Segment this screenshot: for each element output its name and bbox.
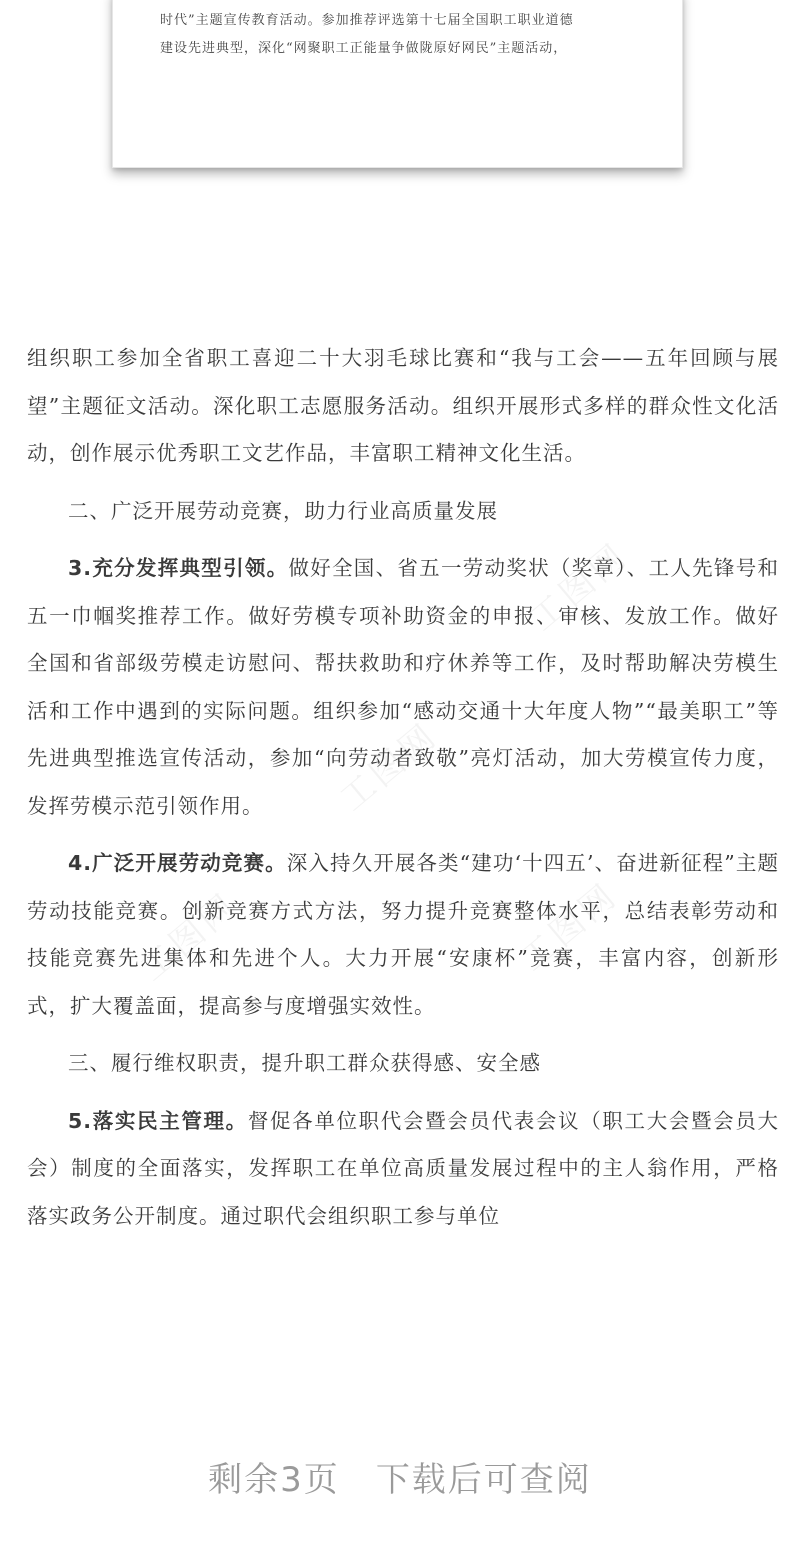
download-prompt[interactable] <box>0 1452 800 1501</box>
preview-text-line: 时代”主题宣传教育活动。参加推荐评选第十七届全国职工职业道德 <box>160 13 574 28</box>
item-number: 5. <box>68 1108 93 1133</box>
watermark-text: 工图网 <box>132 885 246 990</box>
item-number: 3. <box>68 556 93 580</box>
item-body: 督促各单位职代会暨会员代表会议（职工大会暨会员大会）制度的全面落实，发挥职工在单位高质量发展过程中的主人翁作用，严格落实政务公开制度。通过职代会组织职工参与单位 <box>27 1108 780 1228</box>
paragraph <box>27 545 779 830</box>
preview-page-card <box>112 0 683 168</box>
paragraph: 组织职工参加全省职工喜迎二十大羽毛球比赛和“我与工会——五年回顾与展望”主题征文活动。深化职工志愿服务活动。组织开展形式多样的群众性文化活动，创作展示优秀职工文艺作品，丰富职工精神文化生活。 <box>27 346 779 465</box>
watermark-text: 工图网 <box>332 715 446 820</box>
preview-text-line: 建设先进典型，深化“网聚职工正能量争做陇原好网民”主题活动， <box>160 41 568 56</box>
remaining-pages-label[interactable]: 剩余3页 <box>208 1460 340 1500</box>
document-body <box>27 335 779 1240</box>
watermark-text: 工图网 <box>522 535 636 640</box>
item-title: 广泛开展劳动竞赛。 <box>92 851 287 875</box>
section-heading: 三、履行维权职责，提升职工群众获得感、安全感 <box>68 1051 541 1075</box>
item-title: 充分发挥典型引领。 <box>92 556 289 580</box>
item-title: 落实民主管理。 <box>92 1108 248 1133</box>
paragraph <box>27 1098 779 1241</box>
item-body: 做好全国、省五一劳动奖状（奖章）、工人先锋号和五一巾帼奖推荐工作。做好劳模专项补助资金的申报、审核、发放工作。做好全国和省部级劳模走访慰问、帮扶救助和疗休养等工作，及时帮助解决劳模生活和工作中遇到的实际问题。组织参加“感动交通十大年度人物”“最美职工”等先进典型推选宣传活动，参加“向劳动者致敬”亮灯活动，加大劳模宣传力度，发挥劳模示范引领作用。 <box>27 556 780 818</box>
download-to-view-link[interactable]: 下载后可查阅 <box>375 1460 592 1500</box>
item-body: 深入持久开展各类“建功‘十四五’、奋进新征程”主题劳动技能竞赛。创新竞赛方式方法，努力提升竞赛整体水平，总结表彰劳动和技能竞赛先进集体和先进个人。大力开展“安康杯”竞赛，丰富内容，创新形式，扩大覆盖面，提高参与度增强实效性。 <box>27 851 780 1018</box>
paragraph <box>27 840 779 1030</box>
section-heading: 二、广泛开展劳动竞赛，助力行业高质量发展 <box>68 498 498 523</box>
watermark-text: 工图网 <box>512 875 626 980</box>
item-number: 4. <box>68 851 93 875</box>
